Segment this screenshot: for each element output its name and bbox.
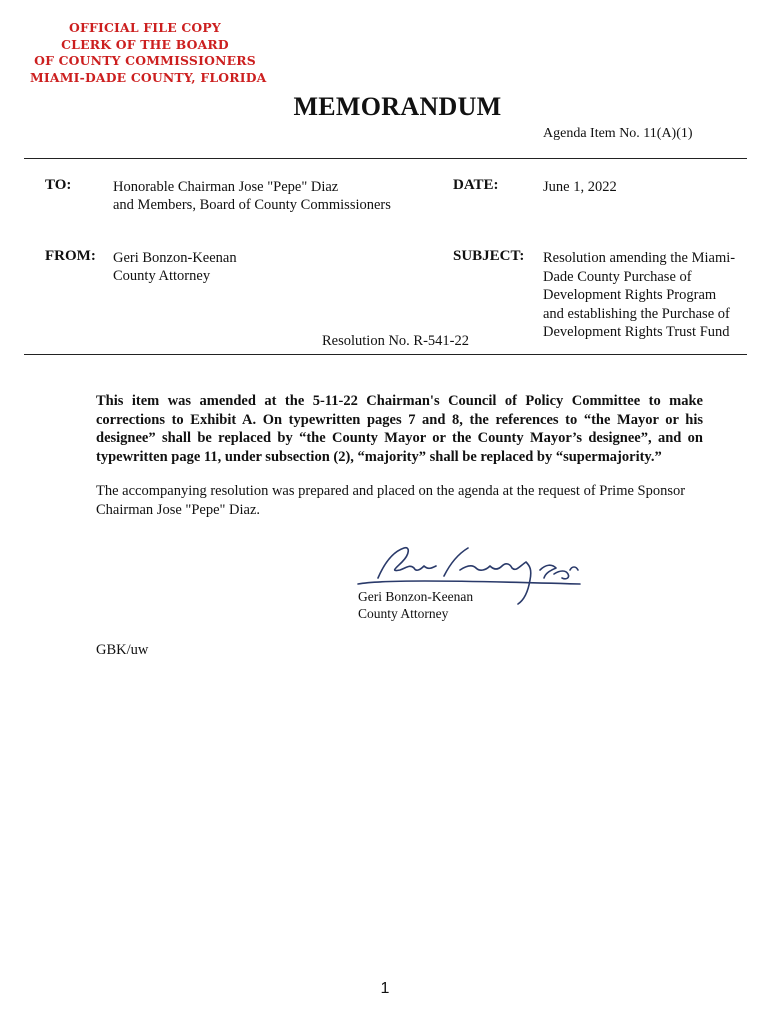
subject-line: Development Rights Program: [543, 287, 717, 304]
stamp-line: CLERK OF THE BOARD: [61, 36, 229, 52]
to-recipient: [113, 178, 391, 214]
from-label: FROM:: [45, 248, 96, 264]
signatory-name: Geri Bonzon-Keenan: [358, 589, 474, 604]
header-rule-bottom: [24, 354, 747, 355]
subject-line: and establishing the Purchase of: [543, 305, 730, 322]
amendment-note: This item was amended at the 5-11-22 Chairman's Council of Policy Committee to make corrections to Exhibit A. On typewritten pages 7 and 8, the references to “the Mayor or his designee” shall be replaced by “the County Mayor or the County Mayor’s designee”, and on typewritten page 11, under subsection (2), “majority” shall be replaced by “supermajority.”: [96, 393, 703, 465]
agenda-item-number: Agenda Item No. 11(A)(1): [543, 126, 693, 141]
signature-block: [358, 588, 473, 622]
to-label: TO:: [45, 177, 72, 193]
from-line: County Attorney: [113, 268, 211, 284]
to-line: Honorable Chairman Jose "Pepe" Diaz: [113, 179, 339, 195]
stamp-line: OF COUNTY COMMISSIONERS: [34, 53, 256, 68]
date-value: June 1, 2022: [543, 179, 617, 195]
resolution-number: Resolution No. R-541-22: [322, 333, 470, 349]
from-sender: [113, 249, 237, 285]
page-number: 1: [380, 980, 390, 997]
typist-initials: GBK/uw: [96, 642, 149, 658]
subject-line: Resolution amending the Miami-: [543, 250, 736, 266]
subject-label: SUBJECT:: [453, 248, 525, 264]
stamp-line: OFFICIAL FILE COPY: [69, 20, 221, 35]
stamp-line: MIAMI-DADE COUNTY, FLORIDA: [30, 69, 267, 85]
subject-line: Development Rights Trust Fund: [543, 324, 730, 341]
header-rule-top: [24, 158, 747, 159]
subject-text: [543, 249, 748, 342]
accompanying-paragraph: The accompanying resolution was prepared and placed on the agenda at the request of Prime Sponsor Chairman Jose "Pepe" Diaz.: [96, 483, 686, 518]
subject-line: Dade County Purchase of: [543, 268, 692, 285]
memorandum-title: MEMORANDUM: [293, 92, 502, 121]
official-file-copy-stamp: [30, 20, 267, 86]
signatory-title: County Attorney: [358, 606, 449, 621]
date-label: DATE:: [453, 177, 499, 193]
to-line: and Members, Board of County Commissioners: [113, 197, 391, 213]
from-line: Geri Bonzon-Keenan: [113, 250, 237, 266]
